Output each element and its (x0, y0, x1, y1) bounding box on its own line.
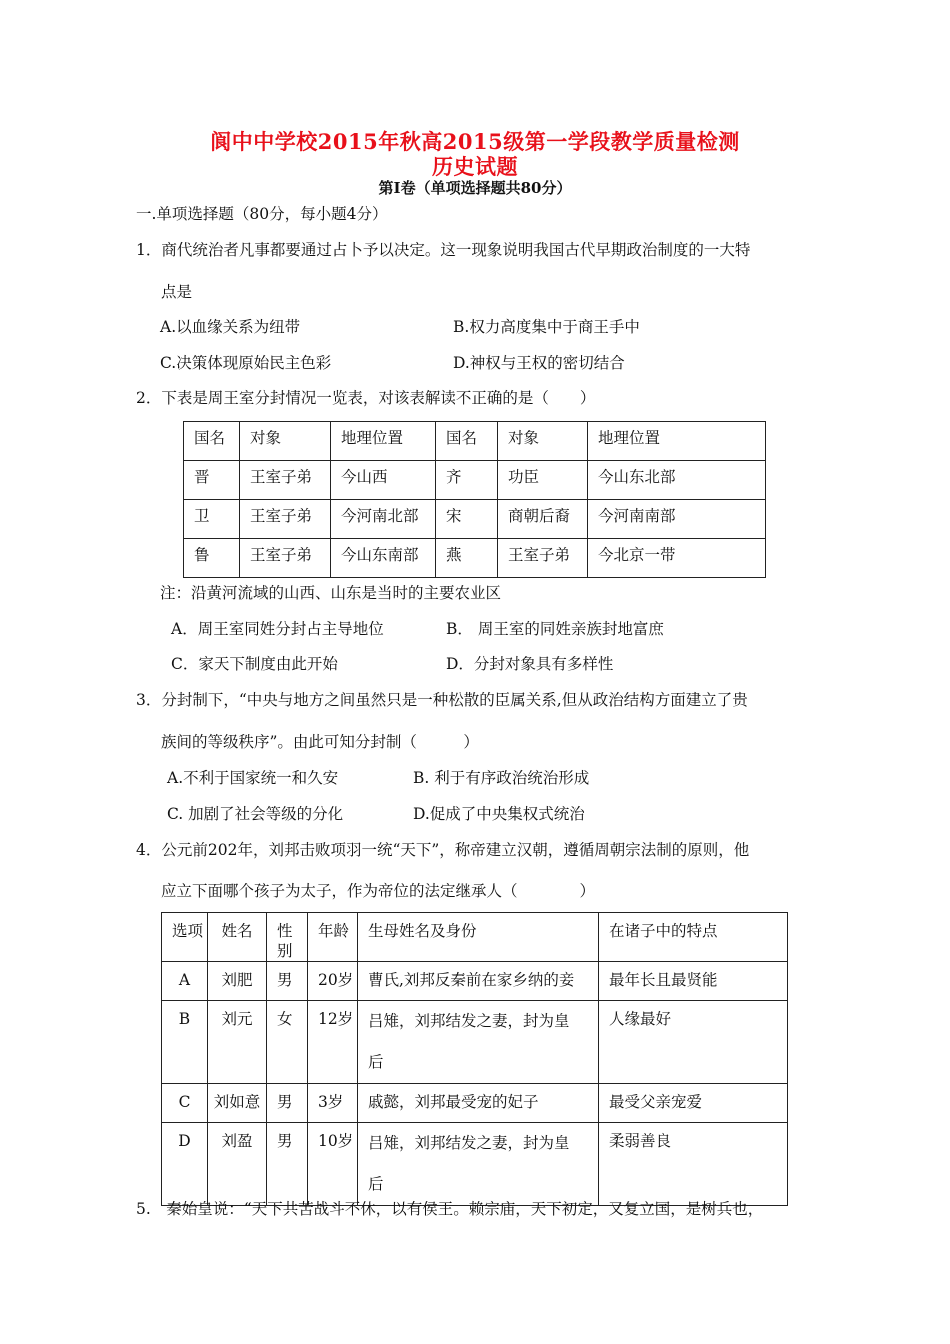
table-cell: 晋 (184, 461, 240, 500)
table-cell: 王室子弟 (240, 461, 331, 500)
table-cell: 今山西 (331, 461, 436, 500)
mother-info-cont: 后 (368, 1175, 384, 1193)
table-cell: 王室子弟 (498, 539, 588, 578)
table-header-cell: 国名 (436, 422, 498, 461)
q4-table (161, 912, 788, 1206)
q3-option-d: D.促成了中央集权式统治 (413, 805, 585, 823)
mother-info: 吕雉，刘邦结发之妻，封为皇 (368, 1134, 570, 1152)
table-cell: 商朝后裔 (498, 500, 588, 539)
table-header-cell: 对象 (240, 422, 331, 461)
part-heading: 第Ⅰ卷（单项选择题共80分） (378, 179, 572, 197)
q3-stem-line2: 族间的等级秩序”。由此可知分封制（ ） (161, 733, 479, 751)
table-cell: 今河南南部 (588, 500, 766, 539)
table-cell: 宋 (436, 500, 498, 539)
table-header-cell: 在诸子中的特点 (599, 913, 788, 962)
q1-option-c: C.决策体现原始民主色彩 (160, 354, 332, 372)
table-cell: 燕 (436, 539, 498, 578)
exam-subject: 历史试题 (432, 154, 518, 179)
table-header-cell: 对象 (498, 422, 588, 461)
table-header-cell: 年龄 (308, 913, 358, 962)
table-cell: 3岁 (308, 1084, 358, 1123)
table-header-cell: 地理位置 (331, 422, 436, 461)
table-header-cell: 地理位置 (588, 422, 766, 461)
q1-option-d: D.神权与王权的密切结合 (453, 354, 625, 372)
q4-stem-line2: 应立下面哪个孩子为太子，作为帝位的法定继承人（ ） (161, 882, 596, 900)
table-row (162, 1084, 788, 1123)
table-cell (358, 1001, 599, 1084)
table-cell: 齐 (436, 461, 498, 500)
table-cell: 今山东北部 (588, 461, 766, 500)
q4-stem-line1: 4．公元前202年，刘邦击败项羽一统“天下”，称帝建立汉朝，遵循周朝宗法制的原则，他 (136, 841, 750, 859)
table-cell: C (162, 1084, 208, 1123)
q2-option-b: B． 周王室的同姓亲族封地富庶 (446, 620, 664, 638)
exam-title: 阆中中学校2015年秋高2015级第一学段教学质量检测 (210, 129, 740, 154)
table-header-cell: 生母姓名及身份 (358, 913, 599, 962)
q3-option-b: B. 利于有序政治统治形成 (413, 769, 590, 787)
table-cell: B (162, 1001, 208, 1084)
table-cell: 卫 (184, 500, 240, 539)
mother-info: 吕雉，刘邦结发之妻，封为皇 (368, 1012, 570, 1030)
table-row (184, 500, 766, 539)
table-row (162, 1123, 788, 1206)
table-cell: 刘如意 (208, 1084, 267, 1123)
table-cell: 男 (267, 1084, 308, 1123)
table-cell: 今河南北部 (331, 500, 436, 539)
table-row (162, 962, 788, 1001)
table-cell (358, 1123, 599, 1206)
table-cell: 今山东南部 (331, 539, 436, 578)
q2-table-note: 注：沿黄河流域的山西、山东是当时的主要农业区 (160, 584, 502, 602)
q1-stem-line2: 点是 (161, 283, 193, 301)
table-cell: 今北京一带 (588, 539, 766, 578)
q2-stem: 2．下表是周王室分封情况一览表，对该表解读不正确的是（ ） (136, 389, 596, 407)
q3-option-a: A.不利于国家统一和久安 (167, 769, 339, 787)
table-header-row (162, 913, 788, 962)
q2-table (183, 421, 766, 578)
table-cell: 20岁 (308, 962, 358, 1001)
table-header-cell: 国名 (184, 422, 240, 461)
q2-option-c: C．家天下制度由此开始 (171, 655, 338, 673)
table-cell: 王室子弟 (240, 500, 331, 539)
table-cell: 功臣 (498, 461, 588, 500)
table-cell: 刘元 (208, 1001, 267, 1084)
table-cell: 鲁 (184, 539, 240, 578)
table-cell (358, 1084, 599, 1123)
q3-option-c: C. 加剧了社会等级的分化 (167, 805, 344, 823)
table-cell: 男 (267, 1123, 308, 1206)
table-row (184, 539, 766, 578)
q1-option-b: B.权力高度集中于商王手中 (453, 318, 640, 336)
q1-option-a: A.以血缘关系为纽带 (160, 318, 301, 336)
section-heading: 一.单项选择题（80分，每小题4分） (136, 205, 388, 223)
mother-info: 曹氏,刘邦反秦前在家乡纳的妾 (368, 971, 575, 989)
table-cell: 刘肥 (208, 962, 267, 1001)
table-header-row (184, 422, 766, 461)
table-cell: 最年长且最贤能 (599, 962, 788, 1001)
mother-info: 戚懿，刘邦最受宠的妃子 (368, 1093, 539, 1111)
table-row (184, 461, 766, 500)
table-cell: 12岁 (308, 1001, 358, 1084)
table-cell (358, 962, 599, 1001)
table-cell: A (162, 962, 208, 1001)
table-row (162, 1001, 788, 1084)
table-cell: 女 (267, 1001, 308, 1084)
q1-stem-line1: 1．商代统治者凡事都要通过占卜予以决定。这一现象说明我国古代早期政治制度的一大特 (136, 241, 751, 259)
table-cell: 最受父亲宠爱 (599, 1084, 788, 1123)
table-cell: D (162, 1123, 208, 1206)
q5-stem-line1: 5. 秦始皇说：“天下共苦战斗不休，以有侯王。赖宗庙，天下初定，又复立国，是树兵也， (136, 1200, 764, 1218)
q2-option-d: D．分封对象具有多样性 (446, 655, 614, 673)
table-cell: 刘盈 (208, 1123, 267, 1206)
table-cell: 10岁 (308, 1123, 358, 1206)
q3-stem-line1: 3．分封制下，“中央与地方之间虽然只是一种松散的臣属关系,但从政治结构方面建立了贵 (136, 691, 748, 709)
table-cell: 人缘最好 (599, 1001, 788, 1084)
table-header-cell: 姓名 (208, 913, 267, 962)
table-header-cell: 性别 (267, 913, 308, 962)
table-cell: 柔弱善良 (599, 1123, 788, 1206)
table-cell: 男 (267, 962, 308, 1001)
mother-info-cont: 后 (368, 1053, 384, 1071)
table-cell: 王室子弟 (240, 539, 331, 578)
table-header-cell: 选项 (162, 913, 208, 962)
q2-option-a: A．周王室同姓分封占主导地位 (171, 620, 384, 638)
